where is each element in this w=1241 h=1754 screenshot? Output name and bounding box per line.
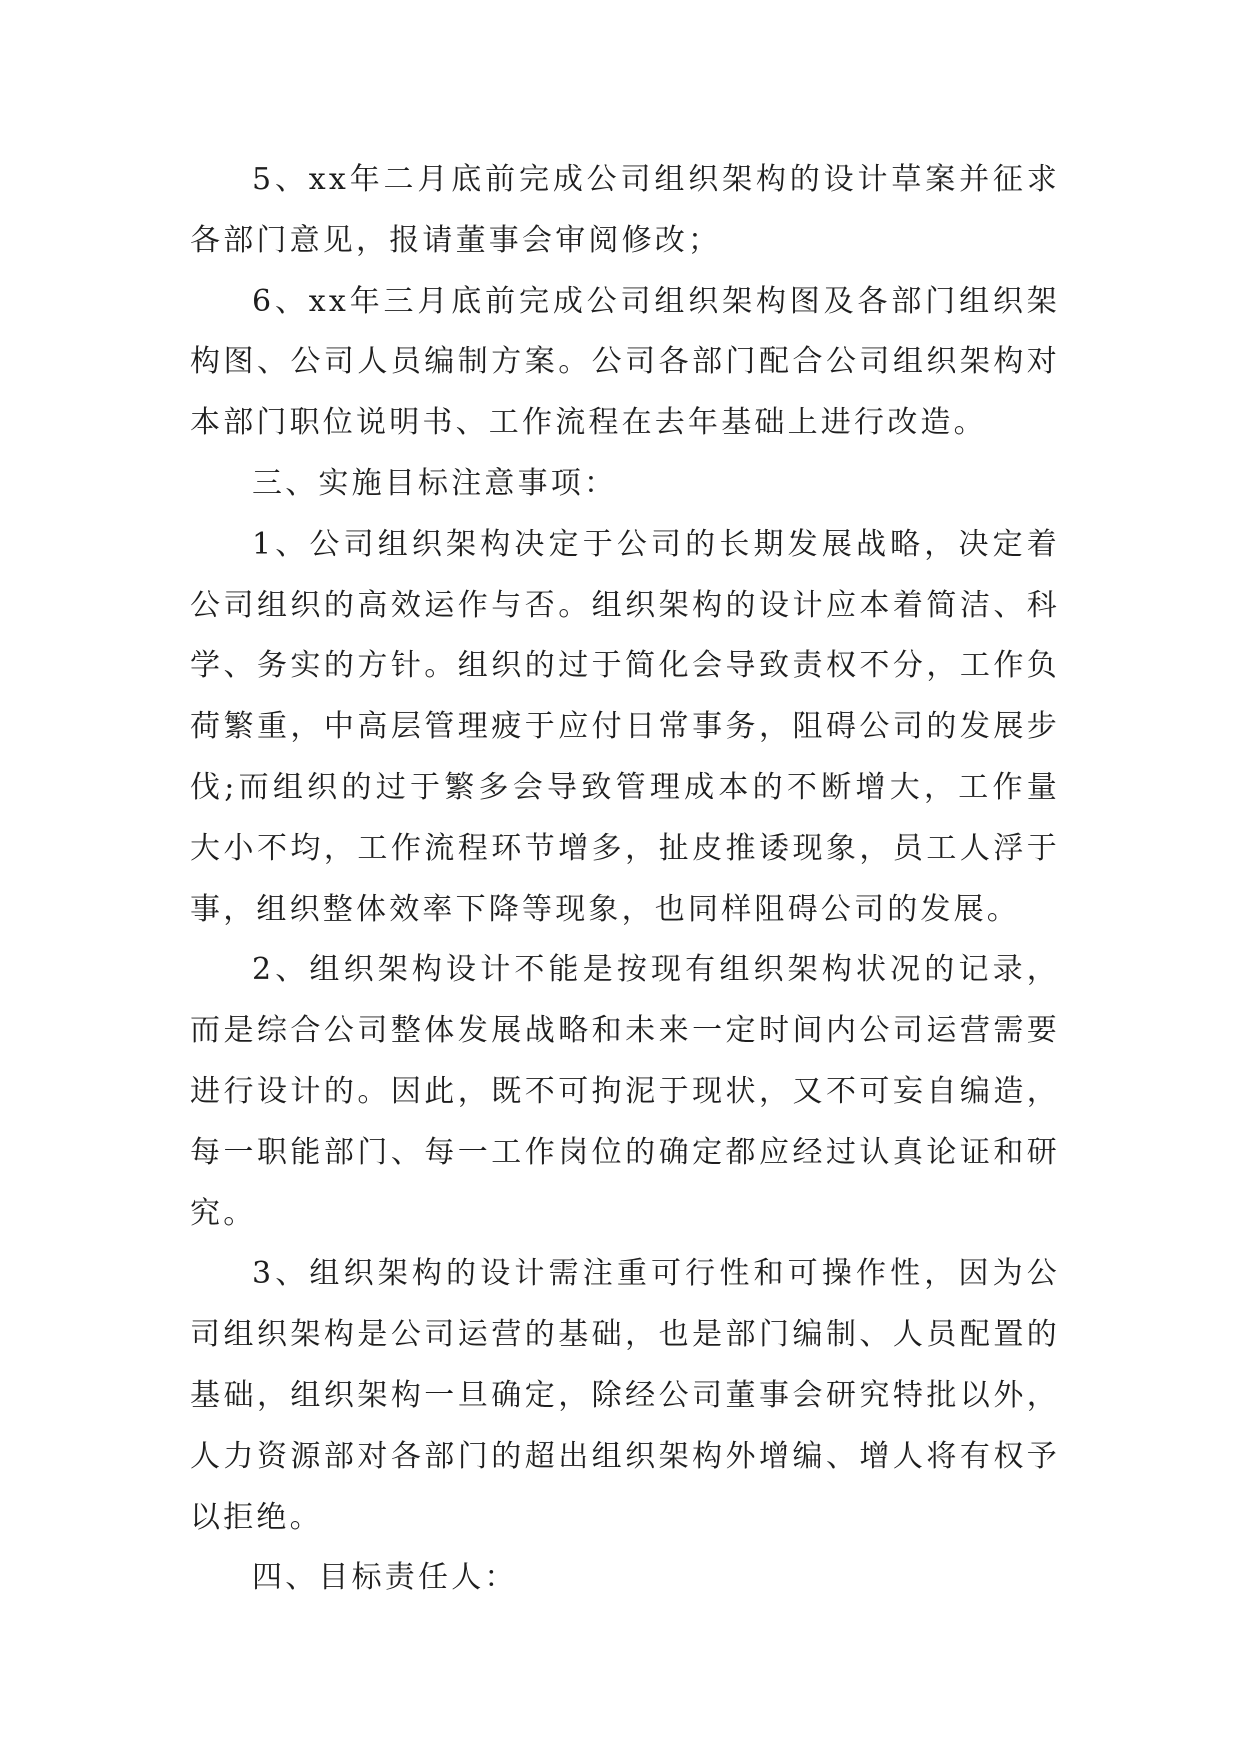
paragraph-item-6: 6、xx年三月底前完成公司组织架构图及各部门组织架构图、公司人员编制方案。公司各部门配合公司组织架构对本部门职位说明书、工作流程在去年基础上进行改造。 (190, 283, 1060, 441)
section-heading-3: 三、实施目标注意事项： (252, 465, 618, 501)
paragraph-note-3: 3、组织架构的设计需注重可行性和可操作性，因为公司组织架构是公司运营的基础，也是部门编制、人员配置的基础，组织架构一旦确定，除经公司董事会研究特批以外，人力资源部对各部门的超出组织架构外增编、增人将有权予以拒绝。 (190, 1256, 1060, 1535)
paragraph-item-5: 5、xx年二月底前完成公司组织架构的设计草案并征求各部门意见，报请董事会审阅修改； (190, 162, 1060, 258)
paragraph-note-2: 2、组织架构设计不能是按现有组织架构状况的记录，而是综合公司整体发展战略和未来一定时间内公司运营需要进行设计的。因此，既不可拘泥于现状，又不可妄自编造，每一职能部门、每一工作岗位的确定都应经过认真论证和研究。 (190, 952, 1060, 1231)
section-heading-4: 四、目标责任人： (252, 1560, 518, 1596)
paragraph-note-1: 1、公司组织架构决定于公司的长期发展战略，决定着公司组织的高效运作与否。组织架构的设计应本着简洁、科学、务实的方针。组织的过于简化会导致责权不分，工作负荷繁重，中高层管理疲于应付日常事务，阻碍公司的发展步伐;而组织的过于繁多会导致管理成本的不断增大，工作量大小不均，工作流程环节增多，扯皮推诿现象，员工人浮于事，组织整体效率下降等现象，也同样阻碍公司的发展。 (190, 526, 1060, 927)
document-body (190, 150, 1060, 1609)
